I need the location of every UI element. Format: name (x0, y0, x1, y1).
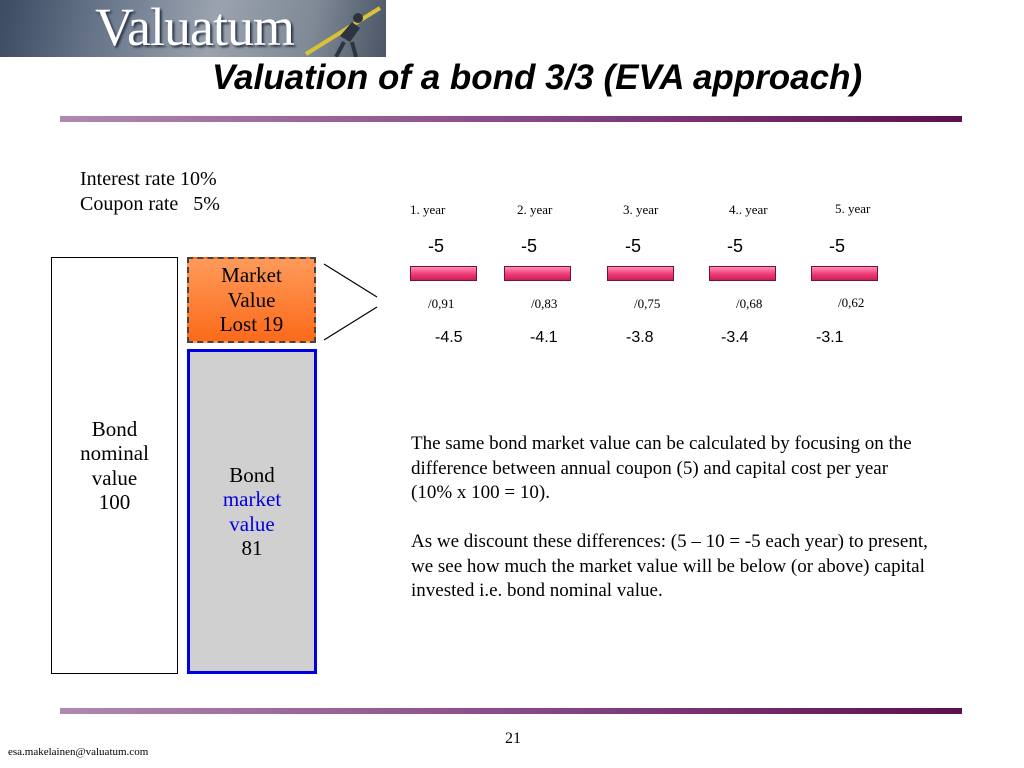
explanation-paragraph: As we discount these differences: (5 – 10 = -5 each year) to present, we see how much the market value will be below (or above) capital invested i.e. bond nominal value. (411, 531, 928, 601)
discount-factor: /0,62 (838, 295, 865, 310)
present-value: -4.5 (435, 329, 463, 346)
explanation-text (411, 432, 931, 604)
year-label: 5. year (835, 201, 871, 216)
bottom-divider (60, 708, 962, 714)
year-bar (709, 266, 776, 281)
present-value: -4.1 (530, 329, 558, 346)
coupon-rate-label: Coupon rate 5% (80, 193, 220, 215)
discount-factor: /0,75 (634, 296, 661, 311)
bond-nominal-value-box (51, 257, 178, 674)
valuatum-logo (0, 0, 386, 57)
bracket-connector (322, 262, 382, 344)
annual-difference: -5 (625, 236, 642, 256)
year-bar (504, 266, 571, 281)
year-label: 3. year (623, 202, 659, 217)
nominal-line: 100 (98, 490, 131, 514)
market-line-highlight: market (222, 487, 282, 511)
annual-difference: -5 (428, 236, 445, 256)
climber-figure-icon (300, 2, 386, 57)
annual-difference: -5 (727, 236, 744, 256)
author-email: esa.makelainen@valuatum.com (8, 746, 149, 758)
nominal-line: value (91, 465, 138, 490)
discount-factor: /0,68 (736, 296, 763, 311)
nominal-line: nominal (80, 441, 149, 465)
bond-market-value-box (187, 349, 317, 674)
market-value-lost-box (187, 257, 316, 343)
year-bar (607, 266, 674, 281)
present-value: -3.4 (721, 329, 749, 346)
market-value-lost-line: Value (227, 287, 276, 312)
year-label: 2. year (517, 202, 553, 217)
present-value: -3.8 (626, 329, 654, 346)
nominal-line: Bond (91, 416, 138, 441)
year-label: 1. year (410, 202, 446, 217)
discount-factor: /0,91 (428, 296, 455, 311)
top-divider (60, 116, 962, 122)
market-value-lost-line: Market (221, 263, 282, 288)
market-line: Bond (229, 462, 275, 487)
present-value: -3.1 (816, 329, 844, 346)
annual-difference: -5 (829, 236, 846, 256)
year-bar (410, 266, 477, 281)
year-bar (811, 266, 878, 281)
discount-factor: /0,83 (531, 296, 558, 311)
slide-title: Valuation of a bond 3/3 (EVA approach) (212, 58, 863, 97)
market-line-highlight: value (229, 511, 275, 536)
page-number: 21 (505, 730, 521, 747)
year-label: 4.. year (729, 202, 768, 217)
explanation-paragraph: The same bond market value can be calculated by focusing on the difference between annual coupon (5) and capital cost per year (10% x 100 = 10). (411, 433, 912, 503)
interest-rate-label: Interest rate 10% (80, 168, 217, 190)
market-value-lost-line: Lost 19 (219, 312, 284, 337)
logo-wordmark: Valuatum (95, 0, 294, 57)
annual-difference: -5 (521, 236, 538, 256)
market-line: 81 (241, 536, 263, 560)
